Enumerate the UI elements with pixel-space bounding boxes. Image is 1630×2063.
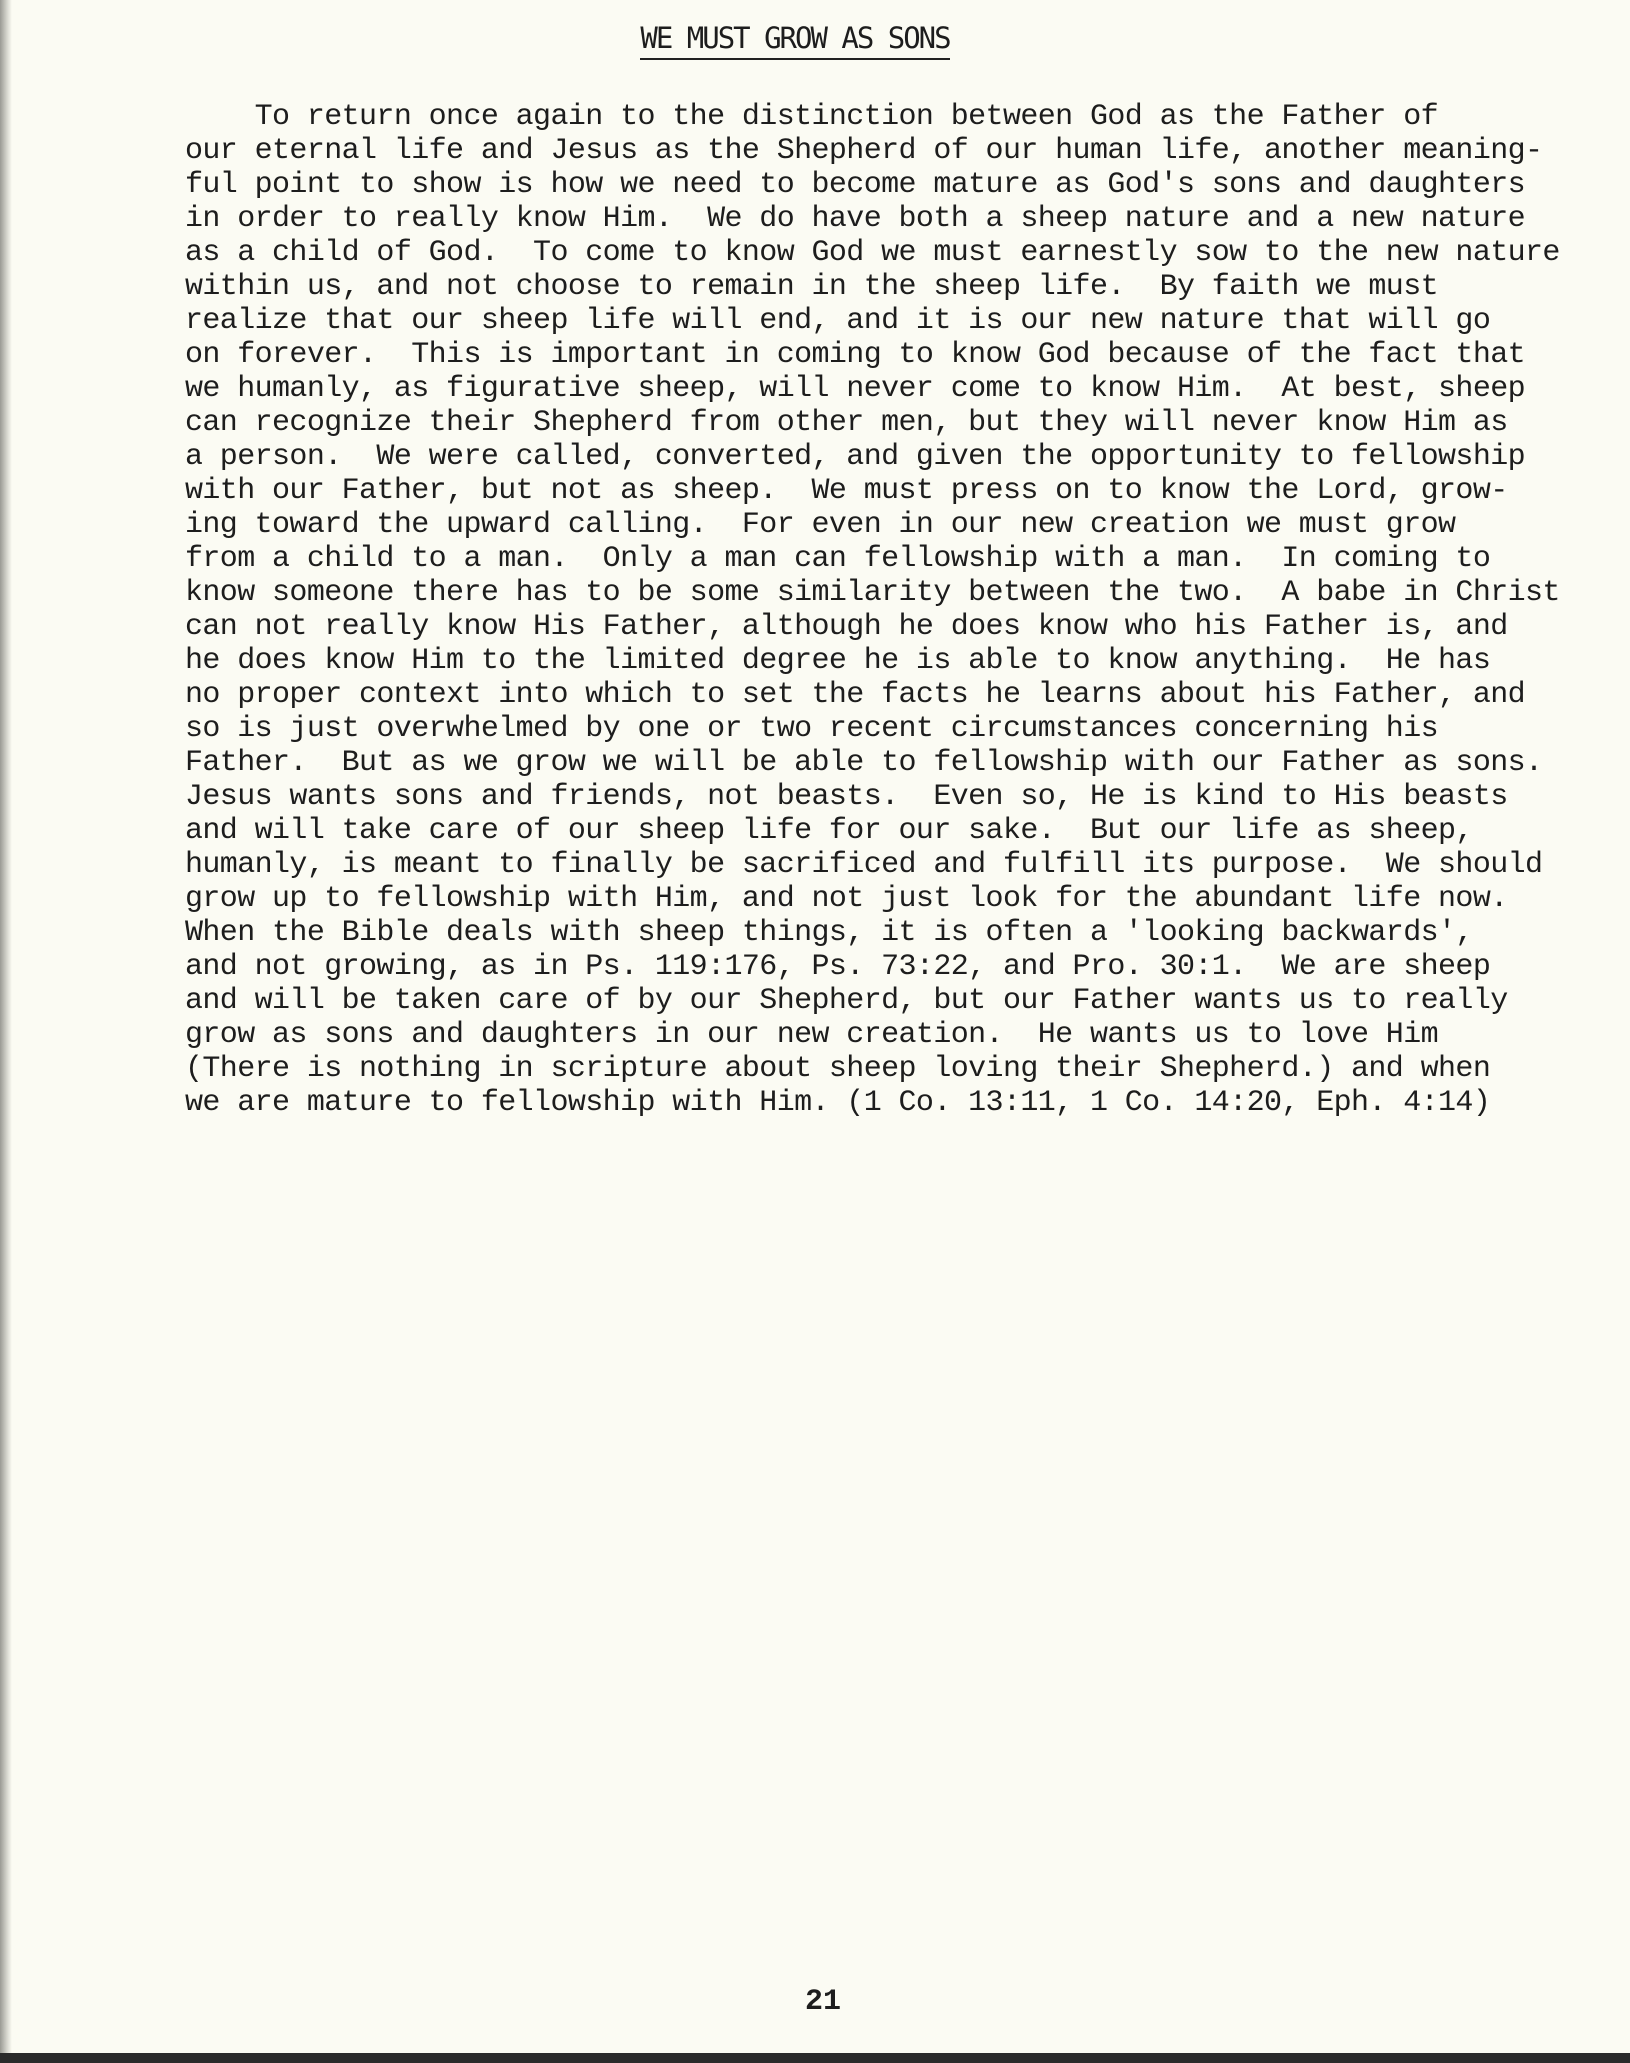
- text-line: and not growing, as in Ps. 119:176, Ps. 73:22, and Pro. 30:1. We are sheep: [185, 950, 1491, 984]
- text-line: from a child to a man. Only a man can fellowship with a man. In coming to: [185, 542, 1491, 576]
- text-line: with our Father, but not as sheep. We must press on to know the Lord, grow-: [185, 474, 1508, 508]
- text-line: a person. We were called, converted, and given the opportunity to fellowship: [185, 440, 1526, 474]
- text-line: and will take care of our sheep life for our sake. But our life as sheep,: [185, 814, 1473, 848]
- text-line: (There is nothing in scripture about sheep loving their Shepherd.) and when: [185, 1052, 1491, 1086]
- text-line: on forever. This is important in coming to know God because of the fact that: [185, 338, 1526, 372]
- text-line: so is just overwhelmed by one or two recent circumstances concerning his: [185, 712, 1439, 746]
- text-line: When the Bible deals with sheep things, it is often a 'looking backwards',: [185, 916, 1473, 950]
- text-line: To return once again to the distinction between God as the Father of: [185, 100, 1439, 134]
- text-line: can recognize their Shepherd from other men, but they will never know Him as: [185, 406, 1508, 440]
- text-line: our eternal life and Jesus as the Shepherd of our human life, another meaning-: [185, 134, 1543, 168]
- page-title: [0, 20, 1590, 56]
- text-line: no proper context into which to set the facts he learns about his Father, and: [185, 678, 1526, 712]
- text-line: realize that our sheep life will end, and it is our new nature that will go: [185, 304, 1491, 338]
- text-line: Father. But as we grow we will be able to fellowship with our Father as sons.: [185, 746, 1543, 780]
- text-line: we humanly, as figurative sheep, will never come to know Him. At best, sheep: [185, 372, 1526, 406]
- text-line: humanly, is meant to finally be sacrificed and fulfill its purpose. We should: [185, 848, 1543, 882]
- text-line: in order to really know Him. We do have both a sheep nature and a new nature: [185, 202, 1526, 236]
- text-line: Jesus wants sons and friends, not beasts. Even so, He is kind to His beasts: [185, 780, 1508, 814]
- text-line: as a child of God. To come to know God we must earnestly sow to the new nature: [185, 236, 1560, 270]
- text-line: ful point to show is how we need to become mature as God's sons and daughters: [185, 168, 1526, 202]
- text-line: can not really know His Father, although he does know who his Father is, and: [185, 610, 1508, 644]
- page-number: 21: [805, 1985, 842, 2019]
- text-line: know someone there has to be some similarity between the two. A babe in Christ: [185, 576, 1560, 610]
- text-line: he does know Him to the limited degree he is able to know anything. He has: [185, 644, 1491, 678]
- text-line: ing toward the upward calling. For even in our new creation we must grow: [185, 508, 1456, 542]
- body-text: [185, 100, 1605, 1120]
- text-line: grow up to fellowship with Him, and not just look for the abundant life now.: [185, 882, 1508, 916]
- page-title-text: WE MUST GROW AS SONS: [640, 21, 949, 60]
- text-line: and will be taken care of by our Shepherd, but our Father wants us to really: [185, 984, 1508, 1018]
- text-line: within us, and not choose to remain in the sheep life. By faith we must: [185, 270, 1439, 304]
- text-line: grow as sons and daughters in our new creation. He wants us to love Him: [185, 1018, 1439, 1052]
- text-line: we are mature to fellowship with Him. (1 Co. 13:11, 1 Co. 14:20, Eph. 4:14): [185, 1086, 1491, 1120]
- binding-shadow: [0, 0, 12, 2063]
- scan-edge: [0, 2053, 1630, 2063]
